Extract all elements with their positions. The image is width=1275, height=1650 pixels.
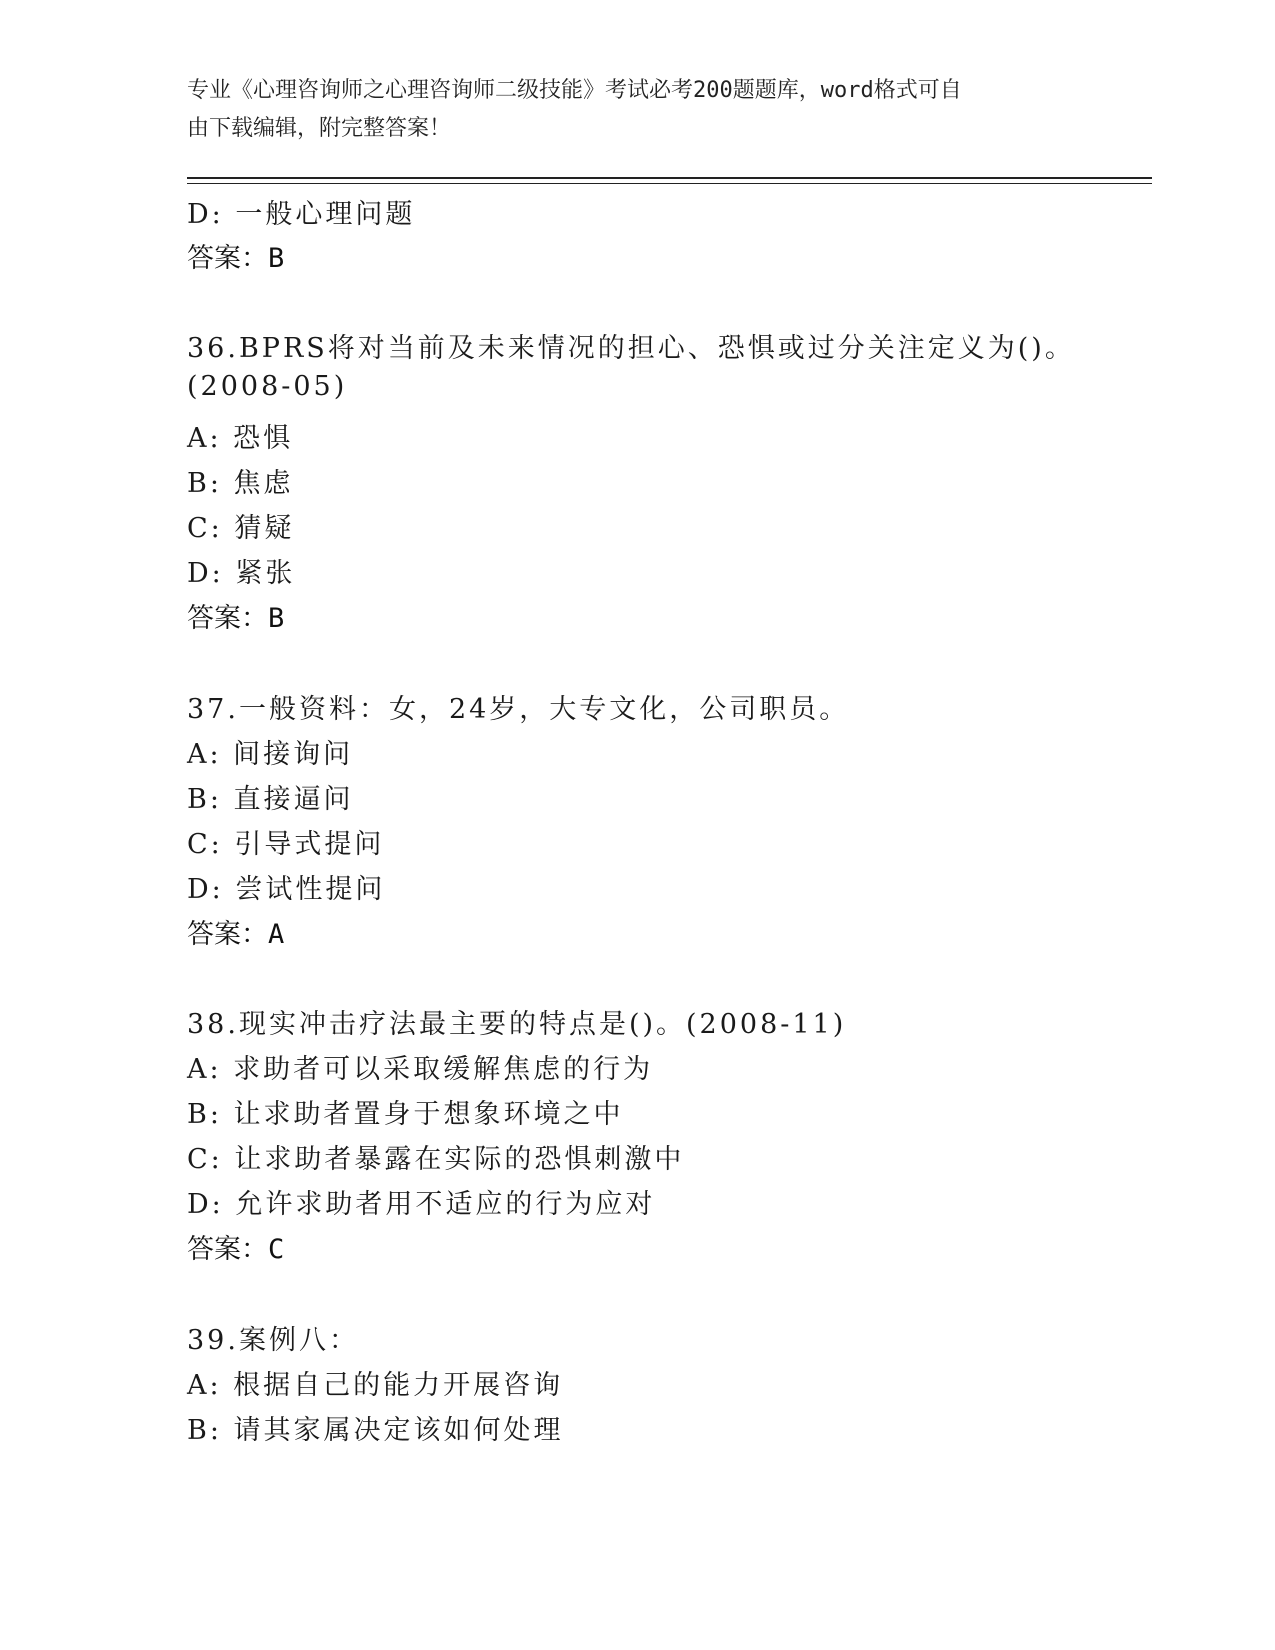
prev-answer: [187, 236, 284, 275]
q38-answer: [187, 1227, 284, 1266]
header-rule-thick: [187, 177, 1152, 179]
answer-key: C: [268, 1234, 285, 1265]
q36-option-b: B: 焦虑: [187, 468, 294, 499]
answer-key: B: [268, 243, 285, 274]
header-line-1: 专业《心理咨询师之心理咨询师二级技能》考试必考200题题库，word格式可自: [187, 78, 962, 103]
answer-key: B: [268, 603, 285, 634]
answer-label: 答案：: [187, 1234, 268, 1265]
answer-key: A: [268, 919, 285, 950]
q37-stem: 37.一般资料：女，24岁，大专文化，公司职员。: [187, 694, 850, 725]
q37-option-b: B: 直接逼问: [187, 784, 354, 815]
q36-stem-line-2: (2008-05): [187, 371, 348, 402]
q36-answer: [187, 596, 284, 635]
q37-option-d: D: 尝试性提问: [187, 874, 386, 905]
q39-option-b: B: 请其家属决定该如何处理: [187, 1415, 564, 1446]
q37-option-c: C: 引导式提问: [187, 829, 385, 860]
q38-option-a: A: 求助者可以采取缓解焦虑的行为: [187, 1054, 654, 1085]
q36-stem-line-1: 36.BPRS将对当前及未来情况的担心、恐惧或过分关注定义为()。: [187, 333, 1075, 364]
q36-option-c: C: 猜疑: [187, 513, 295, 544]
header-line-2: 由下载编辑，附完整答案！: [187, 116, 452, 141]
q37-option-a: A: 间接询问: [187, 739, 354, 770]
q36-option-d: D: 紧张: [187, 558, 296, 589]
q38-stem: 38.现实冲击疗法最主要的特点是()。(2008-11): [187, 1009, 847, 1040]
q36-option-a: A: 恐惧: [187, 423, 294, 454]
answer-label: 答案：: [187, 243, 268, 274]
q37-answer: [187, 912, 284, 951]
prev-option-d: D: 一般心理问题: [187, 199, 416, 230]
q39-stem: 39.案例八：: [187, 1325, 359, 1356]
q39-option-a: A: 根据自己的能力开展咨询: [187, 1370, 564, 1401]
document-header: [187, 72, 1067, 148]
answer-label: 答案：: [187, 919, 268, 950]
q38-option-c: C: 让求助者暴露在实际的恐惧刺激中: [187, 1144, 685, 1175]
answer-label: 答案：: [187, 603, 268, 634]
header-rule-thin: [187, 183, 1152, 184]
q38-option-d: D: 允许求助者用不适应的行为应对: [187, 1189, 656, 1220]
q38-option-b: B: 让求助者置身于想象环境之中: [187, 1099, 624, 1130]
